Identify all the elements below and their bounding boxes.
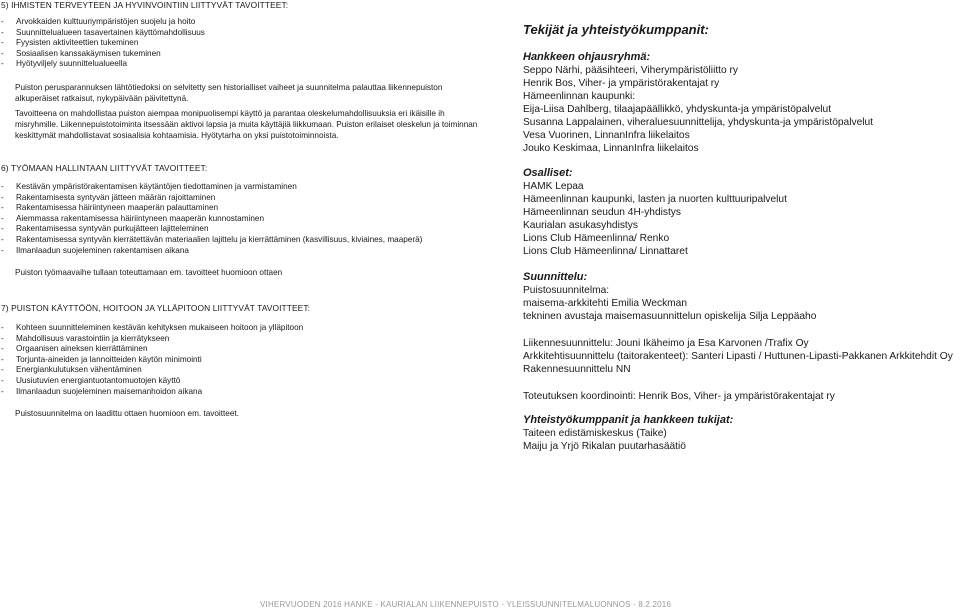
participant-line: Hämeenlinnan kaupunki, lasten ja nuorten kulttuuripalvelut xyxy=(523,194,787,205)
steering-line: Vesa Vuorinen, LinnanInfra liikelaitos xyxy=(523,130,690,141)
list-item: - Hyötyviljely suunnittelualueella xyxy=(1,59,128,69)
planning-group xyxy=(523,270,953,403)
section-5-heading: 5) IHMISTEN TERVEYTEEN JA HYVINVOINTIIN LIITTYVÄT TAVOITTEET: xyxy=(1,0,289,10)
partners-group xyxy=(523,413,733,453)
list-item: - Energiankulutuksen vähentäminen xyxy=(1,365,142,375)
participant-line: Hämeenlinnan seudun 4H-yhdistys xyxy=(523,207,681,218)
steering-line: Susanna Lappalainen, viheraluesuunnittelija, yhdyskunta-ja ympäristöpalvelut xyxy=(523,117,873,128)
planning-line: maisema-arkkitehti Emilia Weckman xyxy=(523,298,687,309)
section-6-paragraph: Puiston työmaavaihe tullaan toteuttamaan em. tavoitteet huomioon ottaen xyxy=(15,268,283,277)
list-item: - Kohteen suunnitteleminen kestävän kehityksen mukaiseen hoitoon ja ylläpitoon xyxy=(1,323,304,332)
section-5-paragraph-1: Puiston perusparannuksen lähtötiedoksi on selvitetty sen historialliset vaiheet ja suunnitelma palauttaa liikennepuiston alkuperäiset ratkaisut, nykypäivään päivitettynä. xyxy=(15,83,443,103)
participants-group xyxy=(523,166,787,258)
participant-line: Kaurialan asukasyhdistys xyxy=(523,220,638,231)
steering-line: Jouko Keskimaa, LinnanInfra liikelaitos xyxy=(523,143,699,154)
planning-line: Liikennesuunnittelu: Jouni Ikäheimo ja Esa Karvonen /Trafix Oy xyxy=(523,338,809,349)
planning-line: Arkkitehtisuunnittelu (taitorakenteet): Santeri Lipasti / Huttunen-Lipasti-Pakkanen Arkkitehdit Oy xyxy=(523,351,953,362)
section-6-list xyxy=(1,182,422,256)
list-item: - Suunnittelualueen tasavertainen käyttömahdollisuus xyxy=(1,27,205,37)
list-item: - Uusiutuvien energiantuotantomuotojen käyttö xyxy=(1,375,181,385)
list-item: - Fyysisten aktiviteettien tukeminen xyxy=(1,38,139,48)
list-item: - Rakentamisessa syntyvän kierrätettävän materiaalien lajittelu ja kierrättäminen (kasvillisuus, kiviaines, maaperä) xyxy=(1,234,423,244)
list-item: - Orgaanisen aineksen kierrättäminen xyxy=(1,344,148,354)
section-7-paragraph: Puistosuunnitelma on laadittu ottaen huomioon em. tavoitteet. xyxy=(15,409,239,418)
planning-heading: Suunnittelu: xyxy=(523,271,588,283)
partners-heading: Yhteistyökumppanit ja hankkeen tukijat: xyxy=(523,414,734,426)
participant-line: HAMK Lepaa xyxy=(523,181,584,192)
list-item: - Aiemmassa rakentamisessa häiriintyneen maaperän kunnostaminen xyxy=(1,213,265,223)
page-footer: VIHERVUODEN 2016 HANKE - KAURIALAN LIIKENNEPUISTO - YLEISSUUNNITELMALUONNOS - 8.2.2016 xyxy=(260,600,672,609)
steering-line: Seppo Närhi, pääsihteeri, Viherympäristöliitto ry xyxy=(523,65,738,76)
list-item: - Rakentamisessa häiriintyneen maaperän palauttaminen xyxy=(1,203,219,213)
participant-line: Lions Club Hämeenlinna/ Linnattaret xyxy=(523,246,688,257)
section-6-heading: 6) TYÖMAAN HALLINTAAN LIITTYVÄT TAVOITTEET: xyxy=(1,163,208,173)
participants-heading: Osalliset: xyxy=(523,167,573,179)
list-item: - Rakentamisessa syntyvän purkujätteen lajitteleminen xyxy=(1,224,209,234)
list-item: - Sosiaalisen kanssakäymisen tukeminen xyxy=(1,48,161,58)
section-5-paragraph-2: Tavoitteena on mahdollistaa puiston aiempaa monipuolisempi käyttö ja parantaa oleskelumahdollisuuksia eri ikäisille ih misryhmille. Liikennepuistotoiminta itsessään aktivoi lapsia ja muita käyttäjiä liikkumaan. Puiston erilaiset oleskelun ja toiminnan keskittymät mahdollistavat sosiaalisia kohtaamisia. Hyötytarha on yksi puistotoiminnoista. xyxy=(15,109,478,140)
credits-title: Tekijät ja yhteistyökumppanit: xyxy=(523,22,709,37)
participant-line: Lions Club Hämeenlinna/ Renko xyxy=(523,233,670,244)
list-item: - Torjunta-aineiden ja lannoitteiden käytön minimointi xyxy=(1,354,202,364)
steering-heading: Hankkeen ohjausryhmä: xyxy=(523,51,651,63)
list-item: - Mahdollisuus varastointiin ja kierrätykseen xyxy=(1,333,170,343)
planning-line: Rakennesuunnittelu NN xyxy=(523,364,631,375)
steering-line: Hämeenlinnan kaupunki: xyxy=(523,91,636,102)
steering-line: Eija-Liisa Dahlberg, tilaajapäällikkö, yhdyskunta-ja ympäristöpalvelut xyxy=(523,104,832,115)
planning-line: tekninen avustaja maisemasuunnittelun opiskelija Silja Leppäaho xyxy=(523,311,817,322)
section-7-heading: 7) PUISTON KÄYTTÖÖN, HOITOON JA YLLÄPITOON LIITTYVÄT TAVOITTEET: xyxy=(1,303,311,313)
steering-group xyxy=(523,50,873,155)
partner-line: Maiju ja Yrjö Rikalan puutarhasäätiö xyxy=(523,441,686,452)
list-item: - Ilmanlaadun suojeleminen rakentamisen aikana xyxy=(1,245,189,255)
list-item: - Arvokkaiden kulttuuriympäristöjen suojelu ja hoito xyxy=(1,17,196,26)
planning-line: Toteutuksen koordinointi: Henrik Bos, Viher- ja ympäristörakentajat ry xyxy=(523,391,835,402)
planning-line: Puistosuunnitelma: xyxy=(523,285,610,296)
list-item: - Rakentamisesta syntyvän jätteen määrän rajoittaminen xyxy=(1,192,216,202)
section-5-list xyxy=(1,17,205,70)
list-item: - Kestävän ympäristörakentamisen käytäntöjen tiedottaminen ja varmistaminen xyxy=(1,182,297,191)
partner-line: Taiteen edistämiskeskus (Taike) xyxy=(523,428,667,439)
steering-line: Henrik Bos, Viher- ja ympäristörakentajat ry xyxy=(523,78,720,89)
section-7-list xyxy=(1,323,303,397)
list-item: - Ilmanlaadun suojeleminen maisemanhoidon aikana xyxy=(1,386,203,396)
